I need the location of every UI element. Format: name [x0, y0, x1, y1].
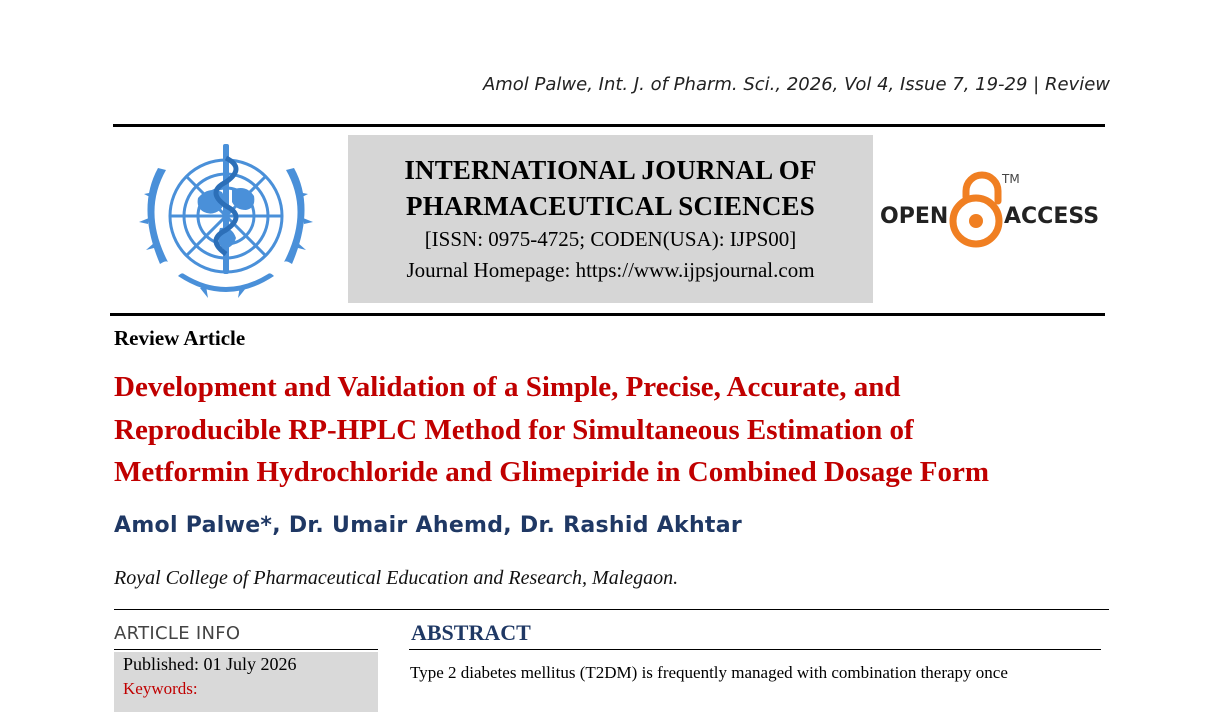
open-access-word-open: OPEN — [880, 204, 949, 229]
article-type: Review Article — [114, 326, 246, 350]
journal-homepage: Journal Homepage: https://www.ijpsjournal.com — [406, 258, 815, 282]
keywords-label: Keywords: — [123, 679, 198, 698]
journal-name-line-1: INTERNATIONAL JOURNAL OF — [404, 155, 817, 185]
article-info-underline — [114, 649, 378, 650]
open-access-word-access: ACCESS — [1004, 204, 1100, 229]
journal-name-line-2: PHARMACEUTICAL SCIENCES — [406, 191, 815, 221]
published-date: Published: 01 July 2026 — [123, 654, 297, 674]
journal-issn: [ISSN: 0975-4725; CODEN(USA): IJPS00] — [424, 227, 797, 251]
section-divider — [114, 609, 1109, 610]
abstract-text: Type 2 diabetes mellitus (T2DM) is frequently managed with combination therapy once — [410, 663, 1008, 682]
open-lock-icon — [953, 175, 999, 244]
un-who-emblem-icon — [128, 138, 324, 306]
author-list: Amol Palwe*, Dr. Umair Ahemd, Dr. Rashid Akhtar — [114, 513, 743, 538]
open-access-logo — [880, 165, 1110, 255]
header-top-rule — [113, 124, 1105, 127]
running-header-citation: Amol Palwe, Int. J. of Pharm. Sci., 2026, Vol 4, Issue 7, 19-29 | Review — [482, 74, 1110, 95]
article-info-heading: ARTICLE INFO — [114, 623, 241, 644]
article-title-line-1: Development and Validation of a Simple, Precise, Accurate, and — [114, 371, 901, 403]
article-title-line-2: Reproducible RP-HPLC Method for Simultaneous Estimation of — [114, 413, 914, 446]
header-bottom-rule — [110, 313, 1105, 316]
article-info-box — [114, 652, 378, 712]
article-title — [114, 366, 1114, 494]
abstract-underline — [409, 649, 1101, 650]
trademark-symbol: TM — [1002, 172, 1020, 186]
abstract-heading: ABSTRACT — [411, 620, 531, 645]
article-title-line-3: Metformin Hydrochloride and Glimepiride in Combined Dosage Form — [114, 456, 990, 488]
author-affiliation: Royal College of Pharmaceutical Education and Research, Malegaon. — [114, 567, 679, 589]
journal-header-box — [348, 135, 873, 303]
